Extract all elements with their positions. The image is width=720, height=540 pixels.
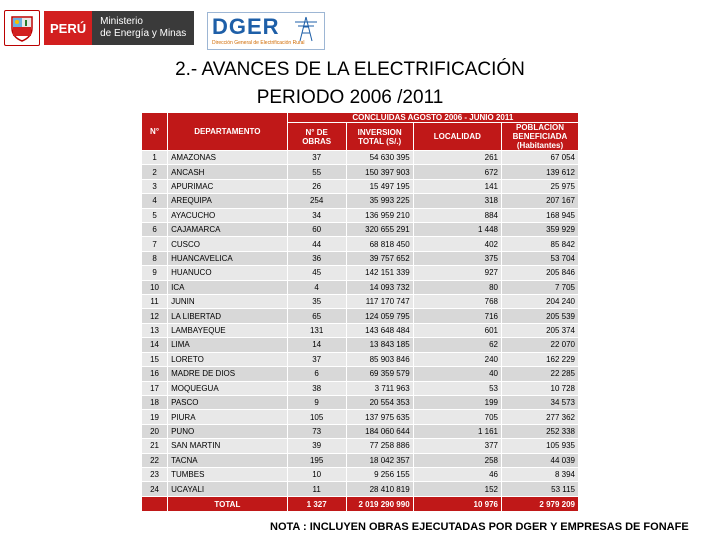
cell-localidad: 152 — [413, 482, 501, 497]
cell-dept: LORETO — [168, 352, 288, 366]
cell-localidad: 53 — [413, 381, 501, 395]
cell-n: 1 — [142, 151, 168, 165]
total-poblacion: 2 979 209 — [502, 497, 579, 512]
table-row — [142, 179, 579, 193]
ministry-logo — [4, 8, 204, 48]
table-row — [142, 151, 579, 165]
cell-inversion: 68 818 450 — [346, 237, 413, 251]
cell-inversion: 77 258 886 — [346, 439, 413, 453]
cell-obras: 60 — [287, 223, 346, 237]
cell-obras: 35 — [287, 295, 346, 309]
cell-localidad: 402 — [413, 237, 501, 251]
total-spacer — [142, 497, 168, 512]
title-line1: 2.- AVANCES DE LA ELECTRIFICACIÓN — [175, 59, 525, 80]
electrification-table — [141, 112, 579, 512]
cell-dept: LAMBAYEQUE — [168, 323, 288, 337]
cell-inversion: 54 630 395 — [346, 151, 413, 165]
cell-poblacion: 10 728 — [502, 381, 579, 395]
cell-localidad: 1 448 — [413, 223, 501, 237]
cell-inversion: 39 757 652 — [346, 251, 413, 265]
cell-poblacion: 22 070 — [502, 338, 579, 352]
cell-inversion: 143 648 484 — [346, 323, 413, 337]
cell-localidad: 705 — [413, 410, 501, 424]
coat-of-arms-icon — [4, 10, 40, 46]
cell-obras: 131 — [287, 323, 346, 337]
cell-dept: AREQUIPA — [168, 194, 288, 208]
cell-localidad: 199 — [413, 395, 501, 409]
cell-n: 19 — [142, 410, 168, 424]
cell-inversion: 9 256 155 — [346, 467, 413, 481]
table-row — [142, 323, 579, 337]
cell-n: 6 — [142, 223, 168, 237]
group-header: CONCLUIDAS AGOSTO 2006 - JUNIO 2011 — [287, 113, 578, 123]
cell-inversion: 3 711 963 — [346, 381, 413, 395]
cell-obras: 44 — [287, 237, 346, 251]
cell-poblacion: 139 612 — [502, 165, 579, 179]
table-row — [142, 439, 579, 453]
total-label: TOTAL — [168, 497, 288, 512]
data-table — [141, 112, 579, 512]
cell-obras: 9 — [287, 395, 346, 409]
cell-dept: CUSCO — [168, 237, 288, 251]
cell-poblacion: 67 054 — [502, 151, 579, 165]
cell-poblacion: 53 704 — [502, 251, 579, 265]
cell-inversion: 20 554 353 — [346, 395, 413, 409]
cell-n: 8 — [142, 251, 168, 265]
cell-inversion: 15 497 195 — [346, 179, 413, 193]
cell-n: 9 — [142, 266, 168, 280]
cell-n: 3 — [142, 179, 168, 193]
cell-dept: MADRE DE DIOS — [168, 367, 288, 381]
cell-poblacion: 205 846 — [502, 266, 579, 280]
table-row — [142, 295, 579, 309]
cell-dept: HUANUCO — [168, 266, 288, 280]
cell-obras: 73 — [287, 424, 346, 438]
cell-dept: SAN MARTIN — [168, 439, 288, 453]
cell-n: 10 — [142, 280, 168, 294]
cell-obras: 65 — [287, 309, 346, 323]
ministry-line2: de Energía y Minas — [100, 28, 187, 39]
cell-obras: 195 — [287, 453, 346, 467]
col-header-poblacion: POBLACION BENEFICIADA (Habitantes) — [502, 123, 579, 151]
cell-obras: 45 — [287, 266, 346, 280]
cell-n: 12 — [142, 309, 168, 323]
cell-localidad: 258 — [413, 453, 501, 467]
cell-n: 21 — [142, 439, 168, 453]
cell-inversion: 184 060 644 — [346, 424, 413, 438]
cell-poblacion: 25 975 — [502, 179, 579, 193]
cell-n: 17 — [142, 381, 168, 395]
cell-inversion: 142 151 339 — [346, 266, 413, 280]
cell-n: 13 — [142, 323, 168, 337]
cell-inversion: 124 059 795 — [346, 309, 413, 323]
cell-inversion: 69 359 579 — [346, 367, 413, 381]
cell-n: 24 — [142, 482, 168, 497]
cell-localidad: 261 — [413, 151, 501, 165]
cell-dept: PUNO — [168, 424, 288, 438]
cell-obras: 14 — [287, 338, 346, 352]
cell-n: 7 — [142, 237, 168, 251]
cell-poblacion: 207 167 — [502, 194, 579, 208]
cell-dept: CAJAMARCA — [168, 223, 288, 237]
cell-poblacion: 277 362 — [502, 410, 579, 424]
cell-obras: 55 — [287, 165, 346, 179]
cell-obras: 105 — [287, 410, 346, 424]
total-obras: 1 327 — [287, 497, 346, 512]
slide-title — [100, 56, 600, 112]
cell-localidad: 46 — [413, 467, 501, 481]
cell-poblacion: 252 338 — [502, 424, 579, 438]
cell-localidad: 318 — [413, 194, 501, 208]
cell-n: 5 — [142, 208, 168, 222]
cell-inversion: 150 397 903 — [346, 165, 413, 179]
table-row — [142, 467, 579, 481]
cell-obras: 36 — [287, 251, 346, 265]
table-row — [142, 424, 579, 438]
cell-dept: TACNA — [168, 453, 288, 467]
cell-dept: HUANCAVELICA — [168, 251, 288, 265]
cell-n: 15 — [142, 352, 168, 366]
cell-dept: JUNIN — [168, 295, 288, 309]
cell-n: 16 — [142, 367, 168, 381]
cell-inversion: 85 903 846 — [346, 352, 413, 366]
cell-poblacion: 22 285 — [502, 367, 579, 381]
cell-poblacion: 85 842 — [502, 237, 579, 251]
col-header-obras: N° DE OBRAS — [287, 123, 346, 151]
cell-dept: LIMA — [168, 338, 288, 352]
dger-subtitle: Dirección General de Electrificación Rural — [212, 40, 305, 46]
cell-dept: ANCASH — [168, 165, 288, 179]
header-bar — [0, 0, 720, 58]
cell-poblacion: 162 229 — [502, 352, 579, 366]
col-header-n: N° — [142, 113, 168, 151]
cell-obras: 37 — [287, 352, 346, 366]
cell-poblacion: 205 374 — [502, 323, 579, 337]
table-row — [142, 352, 579, 366]
power-tower-icon — [291, 16, 321, 42]
cell-obras: 26 — [287, 179, 346, 193]
cell-dept: ICA — [168, 280, 288, 294]
cell-n: 4 — [142, 194, 168, 208]
cell-poblacion: 359 929 — [502, 223, 579, 237]
dger-wordmark: DGER — [212, 14, 280, 39]
total-row — [142, 497, 579, 512]
cell-dept: UCAYALI — [168, 482, 288, 497]
cell-obras: 11 — [287, 482, 346, 497]
cell-dept: PASCO — [168, 395, 288, 409]
footnote: NOTA : INCLUYEN OBRAS EJECUTADAS POR DGER Y EMPRESAS DE FONAFE — [270, 521, 689, 533]
cell-obras: 34 — [287, 208, 346, 222]
cell-dept: LA LIBERTAD — [168, 309, 288, 323]
table-row — [142, 453, 579, 467]
cell-dept: PIURA — [168, 410, 288, 424]
table-row — [142, 395, 579, 409]
cell-poblacion: 7 705 — [502, 280, 579, 294]
cell-inversion: 28 410 819 — [346, 482, 413, 497]
table-row — [142, 482, 579, 497]
table-row — [142, 338, 579, 352]
cell-inversion: 14 093 732 — [346, 280, 413, 294]
table-row — [142, 381, 579, 395]
cell-n: 2 — [142, 165, 168, 179]
ministry-line1: Ministerio — [100, 16, 143, 27]
table-row — [142, 237, 579, 251]
cell-localidad: 141 — [413, 179, 501, 193]
cell-localidad: 1 161 — [413, 424, 501, 438]
cell-obras: 6 — [287, 367, 346, 381]
table-row — [142, 194, 579, 208]
cell-dept: MOQUEGUA — [168, 381, 288, 395]
cell-dept: APURIMAC — [168, 179, 288, 193]
table-row — [142, 266, 579, 280]
cell-inversion: 13 843 185 — [346, 338, 413, 352]
total-localidad: 10 976 — [413, 497, 501, 512]
col-header-dept: DEPARTAMENTO — [168, 113, 288, 151]
cell-obras: 4 — [287, 280, 346, 294]
ministry-name — [92, 11, 194, 45]
cell-n: 20 — [142, 424, 168, 438]
cell-localidad: 62 — [413, 338, 501, 352]
cell-obras: 38 — [287, 381, 346, 395]
cell-localidad: 377 — [413, 439, 501, 453]
cell-localidad: 927 — [413, 266, 501, 280]
table-body — [142, 151, 579, 497]
cell-obras: 254 — [287, 194, 346, 208]
cell-poblacion: 205 539 — [502, 309, 579, 323]
cell-n: 23 — [142, 467, 168, 481]
table-row — [142, 367, 579, 381]
cell-poblacion: 8 394 — [502, 467, 579, 481]
cell-localidad: 884 — [413, 208, 501, 222]
cell-localidad: 672 — [413, 165, 501, 179]
cell-inversion: 137 975 635 — [346, 410, 413, 424]
cell-localidad: 40 — [413, 367, 501, 381]
total-inversion: 2 019 290 990 — [346, 497, 413, 512]
table-row — [142, 280, 579, 294]
cell-localidad: 716 — [413, 309, 501, 323]
cell-inversion: 35 993 225 — [346, 194, 413, 208]
cell-localidad: 375 — [413, 251, 501, 265]
cell-localidad: 601 — [413, 323, 501, 337]
table-row — [142, 309, 579, 323]
table-row — [142, 208, 579, 222]
cell-obras: 10 — [287, 467, 346, 481]
cell-poblacion: 53 115 — [502, 482, 579, 497]
cell-dept: TUMBES — [168, 467, 288, 481]
cell-dept: AMAZONAS — [168, 151, 288, 165]
cell-inversion: 320 655 291 — [346, 223, 413, 237]
cell-obras: 39 — [287, 439, 346, 453]
cell-poblacion: 34 573 — [502, 395, 579, 409]
cell-dept: AYACUCHO — [168, 208, 288, 222]
cell-n: 11 — [142, 295, 168, 309]
cell-poblacion: 105 935 — [502, 439, 579, 453]
dger-logo — [207, 12, 325, 50]
col-header-localidad: LOCALIDAD — [413, 123, 501, 151]
table-row — [142, 165, 579, 179]
country-label: PERÚ — [44, 11, 92, 45]
cell-inversion: 136 959 210 — [346, 208, 413, 222]
col-header-inversion: INVERSION TOTAL (S/.) — [346, 123, 413, 151]
cell-inversion: 117 170 747 — [346, 295, 413, 309]
cell-n: 18 — [142, 395, 168, 409]
cell-poblacion: 204 240 — [502, 295, 579, 309]
table-row — [142, 410, 579, 424]
cell-localidad: 80 — [413, 280, 501, 294]
cell-poblacion: 168 945 — [502, 208, 579, 222]
cell-localidad: 240 — [413, 352, 501, 366]
table-row — [142, 223, 579, 237]
cell-inversion: 18 042 357 — [346, 453, 413, 467]
table-row — [142, 251, 579, 265]
cell-poblacion: 44 039 — [502, 453, 579, 467]
cell-n: 14 — [142, 338, 168, 352]
cell-n: 22 — [142, 453, 168, 467]
cell-obras: 37 — [287, 151, 346, 165]
cell-localidad: 768 — [413, 295, 501, 309]
title-line2: PERIODO 2006 /2011 — [256, 87, 444, 108]
